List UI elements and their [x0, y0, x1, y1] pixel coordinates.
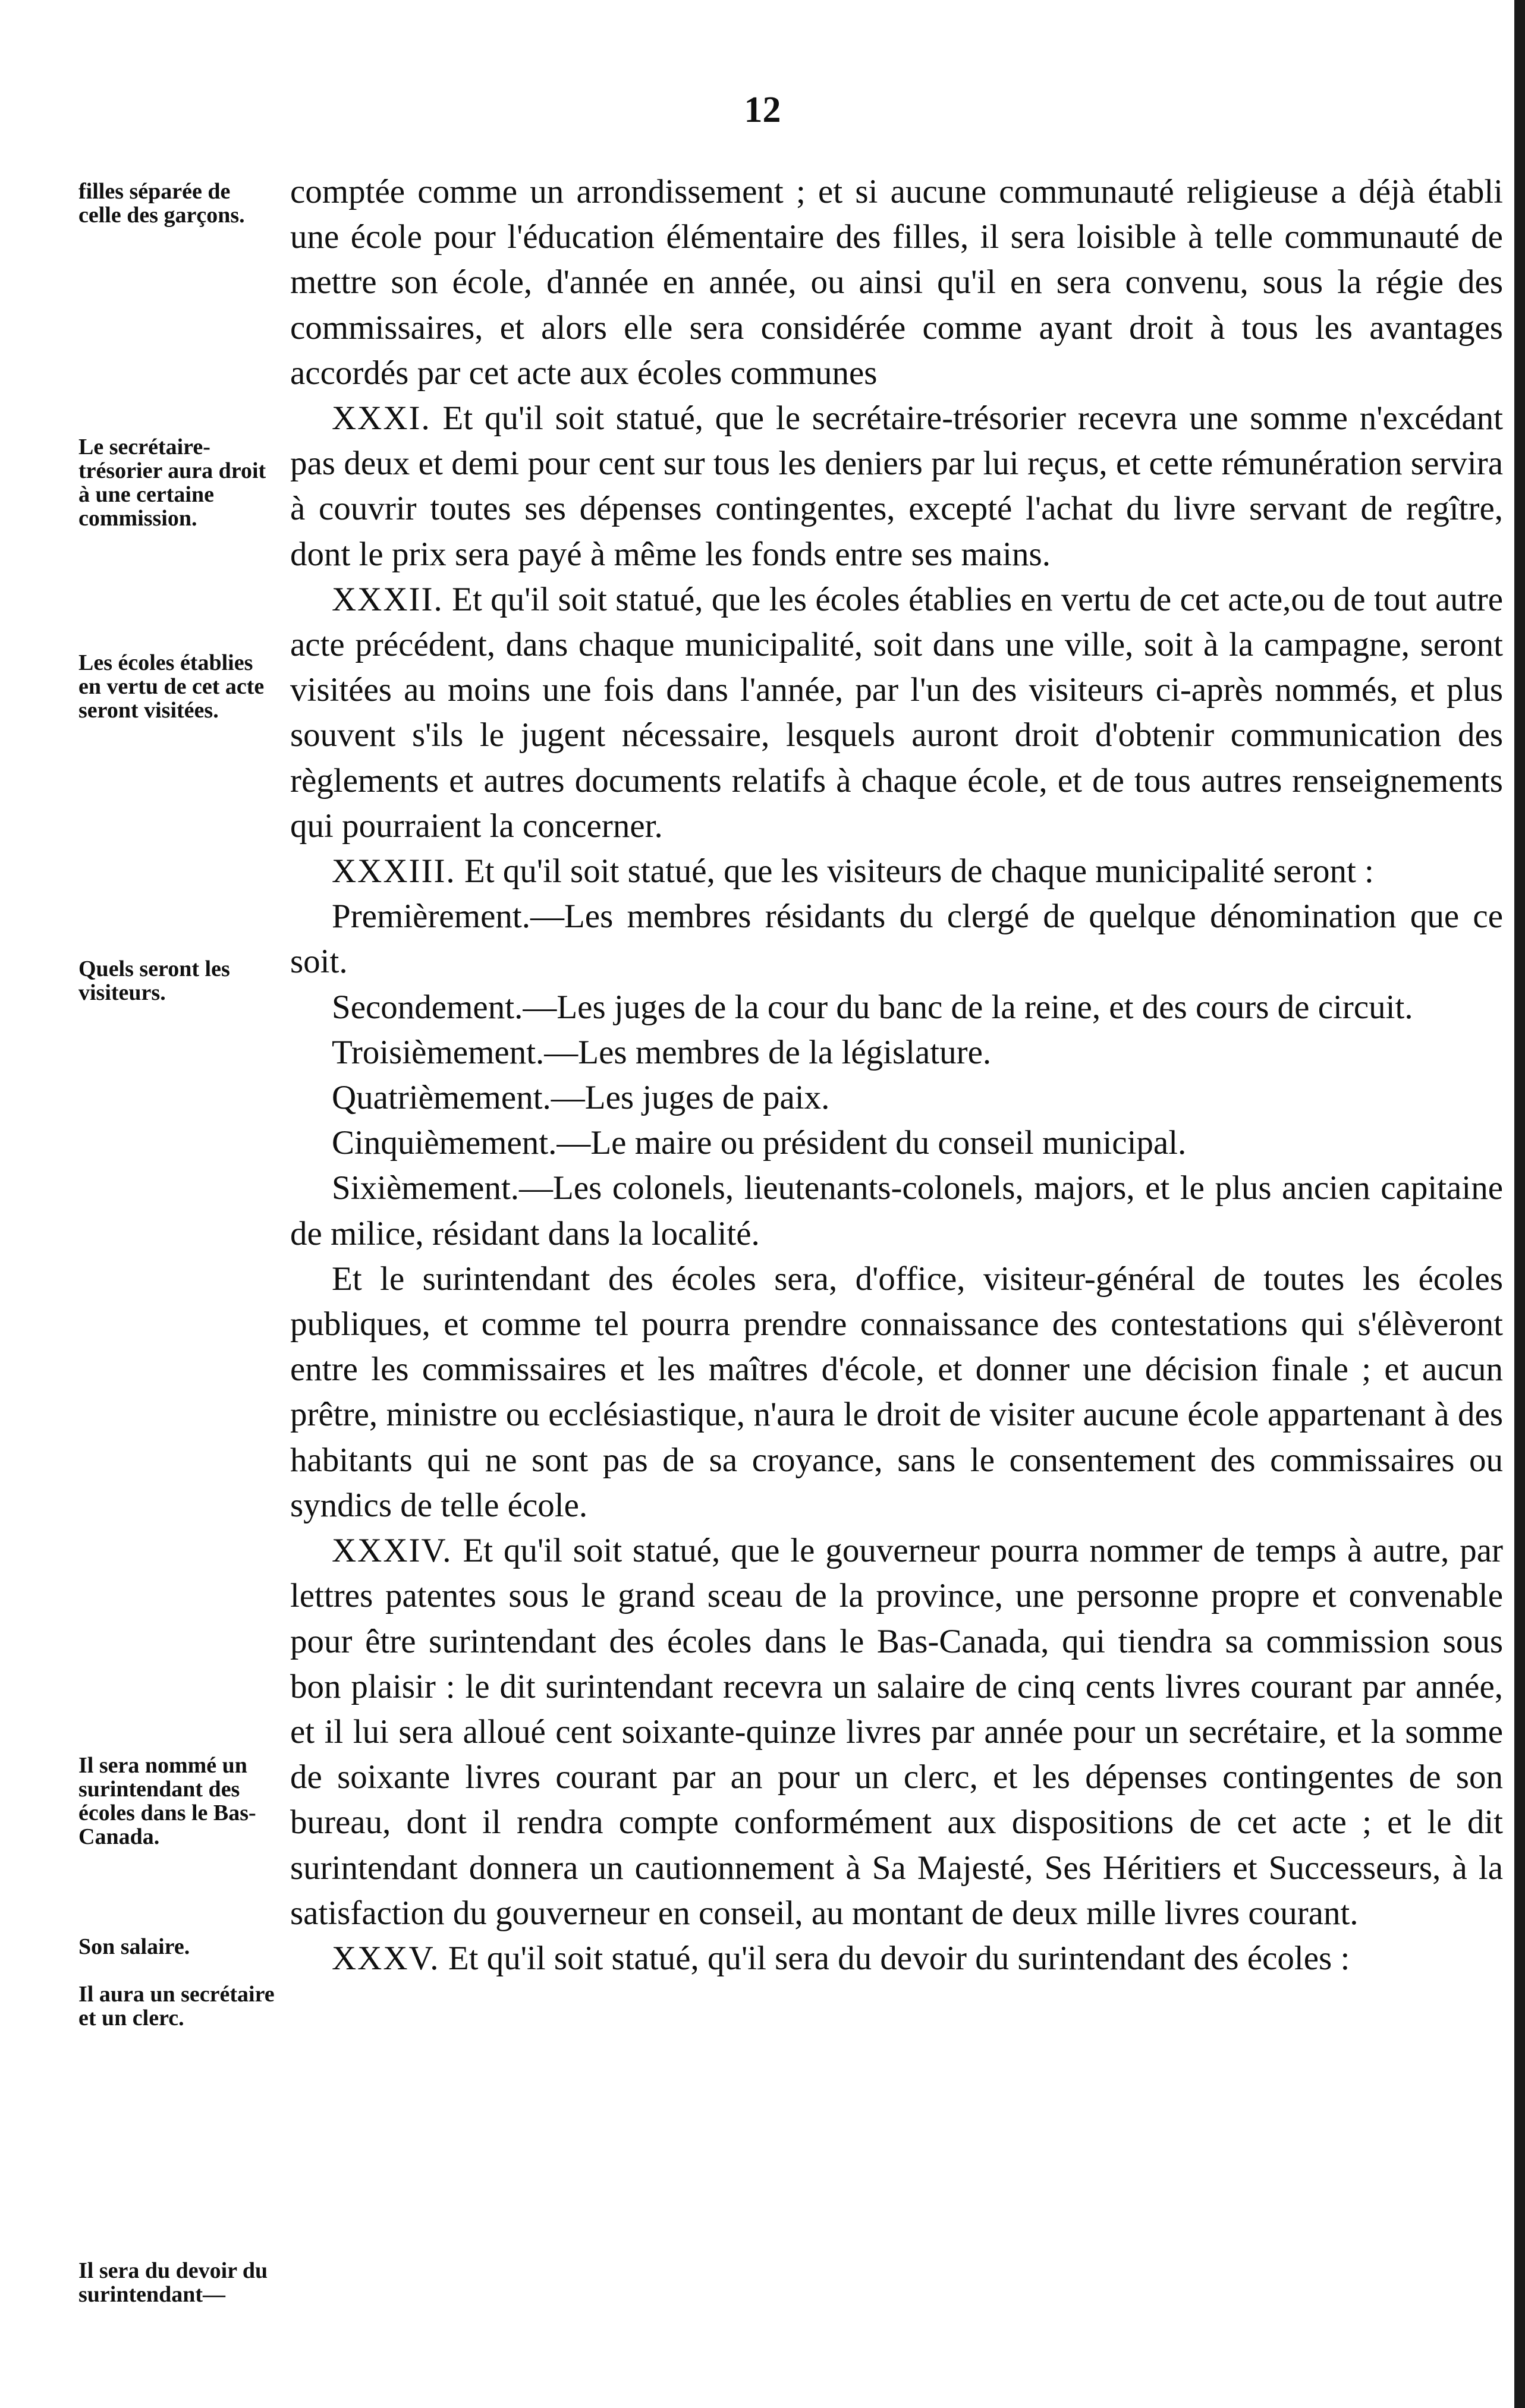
visitor-list-item: Premièrement.—Les membres résidants du clergé de quelque dénomination que ce soit. [290, 898, 1503, 981]
section-text: Et qu'il soit statué, que les visiteurs de chaque municipalité seront : [464, 852, 1374, 890]
paragraph-text: comptée comme un arrondissement ; et si aucune communauté religieuse a déjà établi une école pour l'éducation élémentaire des filles, il sera loisible à telle communauté de mettre son école, d'année en année, ou ainsi qu'il en sera convenu, sous la régie des commissaires, et alors elle sera considérée comme ayant droit à tous les avantages accordés par cet acte aux écoles communes [290, 173, 1503, 392]
visitor-list-item: Secondement.—Les juges de la cour du banc de la reine, et des cours de circuit. [332, 988, 1413, 1026]
visitor-list-item: Quatrièmement.—Les juges de paix. [332, 1079, 830, 1117]
margin-note-salaire: Son salaire. [78, 1934, 190, 1959]
margin-note-visiteurs: Quels seront les visiteurs. [78, 956, 230, 1005]
section-number: XXXI. [332, 399, 431, 437]
section-text: Et qu'il soit statué, que les écoles établies en vertu de cet acte,ou de tout autre acte précédent, dans chaque municipalité, soit dans une ville, soit à la campagne, seront visitées au moins une fois dans l'année, par l'un des visiteurs ci-après nommés, et plus souvent s'ils le jugent nécessaire, lesquels auront droit d'obtenir communication des règlements et autres documents relatifs à chaque école, et de tous autres renseignements qui pourraient la concerner. [290, 580, 1503, 845]
section-number: XXXIV. [332, 1532, 452, 1570]
paragraph-surintendant-visiteur: Et le surintendant des écoles sera, d'office, visiteur-général de toutes les écoles publiques, et comme tel pourra prendre connaissance des contestations qui s'élèveront entre les commissaires et les maîtres d'école, et donner une décision finale ; et aucun prêtre, ministre ou ecclésiastique, n'aura le droit de visiter aucune école appartenant à des habitants qui ne sont pas de sa croyance, sans le consentement des commissaires ou syndics de telle école. [290, 1260, 1503, 1524]
section-number: XXXV. [332, 1939, 440, 1977]
section-xxxi [290, 396, 1503, 577]
section-text: Et qu'il soit statué, que le gouverneur pourra nommer de temps à autre, par lettres patentes sous le grand sceau de la province, une personne propre et convenable pour être surintendant des écoles dans le Bas-Canada, qui tiendra sa commission sous bon plaisir : le dit surintendant recevra un salaire de cinq cents livres courant par année, et il lui sera alloué cent soixante-quinze livres par année pour un secrétaire, et la somme de soixante livres courant par an pour un clerc, et les dépenses contingentes de son bureau, dont il rendra compte conformément aux dispositions de cet acte ; et le dit surintendant donnera un cautionnement à Sa Majesté, Ses Héritiers et Successeurs, à la satisfaction du gouverneur en conseil, au montant de deux mille livres courant. [290, 1532, 1503, 1932]
section-xxxii [290, 577, 1503, 849]
section-number: XXXIII. [332, 852, 456, 890]
margin-note-secretaire-clerc: Il aura un secrétaire et un clerc. [78, 1982, 275, 2031]
margin-note-surintendant: Il sera nommé un surintendant des écoles dans le Bas-Canada. [78, 1753, 256, 1849]
page-edge-shadow [1514, 0, 1525, 2408]
margin-note-ecoles-visitees: Les écoles établies en vertu de cet acte seront visitées. [78, 650, 265, 723]
visitor-list-item: Cinquièmement.—Le maire ou président du conseil municipal. [332, 1124, 1187, 1162]
visitor-list-item: Sixièmement.—Les colonels, lieutenants-colonels, majors, et le plus ancien capitaine de milice, résidant dans la localité. [290, 1169, 1503, 1252]
section-text: Et qu'il soit statué, qu'il sera du devoir du surintendant des écoles : [448, 1939, 1350, 1977]
section-xxxiv [290, 1528, 1503, 1936]
margin-note-filles: filles séparée de celle des garçons. [78, 179, 245, 228]
main-text-column [290, 169, 1503, 1981]
visitor-list-item: Troisièmement.—Les membres de la législature. [332, 1033, 992, 1071]
paragraph-continuation [290, 169, 1503, 396]
section-number: XXXII. [332, 580, 444, 618]
margin-note-devoir: Il sera du devoir du surintendant— [78, 2258, 268, 2307]
section-xxxiii [290, 849, 1503, 894]
page-number: 12 [744, 90, 781, 130]
section-xxxv [290, 1936, 1503, 1981]
section-text: Et qu'il soit statué, que le secrétaire-trésorier recevra une somme n'excédant pas deux et demi pour cent sur tous les deniers par lui reçus, et cette rémunération servira à couvrir toutes ses dépenses contingentes, excepté l'achat du livre servant de regître, dont le prix sera payé à même les fonds entre ses mains. [290, 399, 1504, 573]
margin-note-secretaire: Le secrétaire-trésorier aura droit à une certaine commission. [78, 435, 266, 531]
